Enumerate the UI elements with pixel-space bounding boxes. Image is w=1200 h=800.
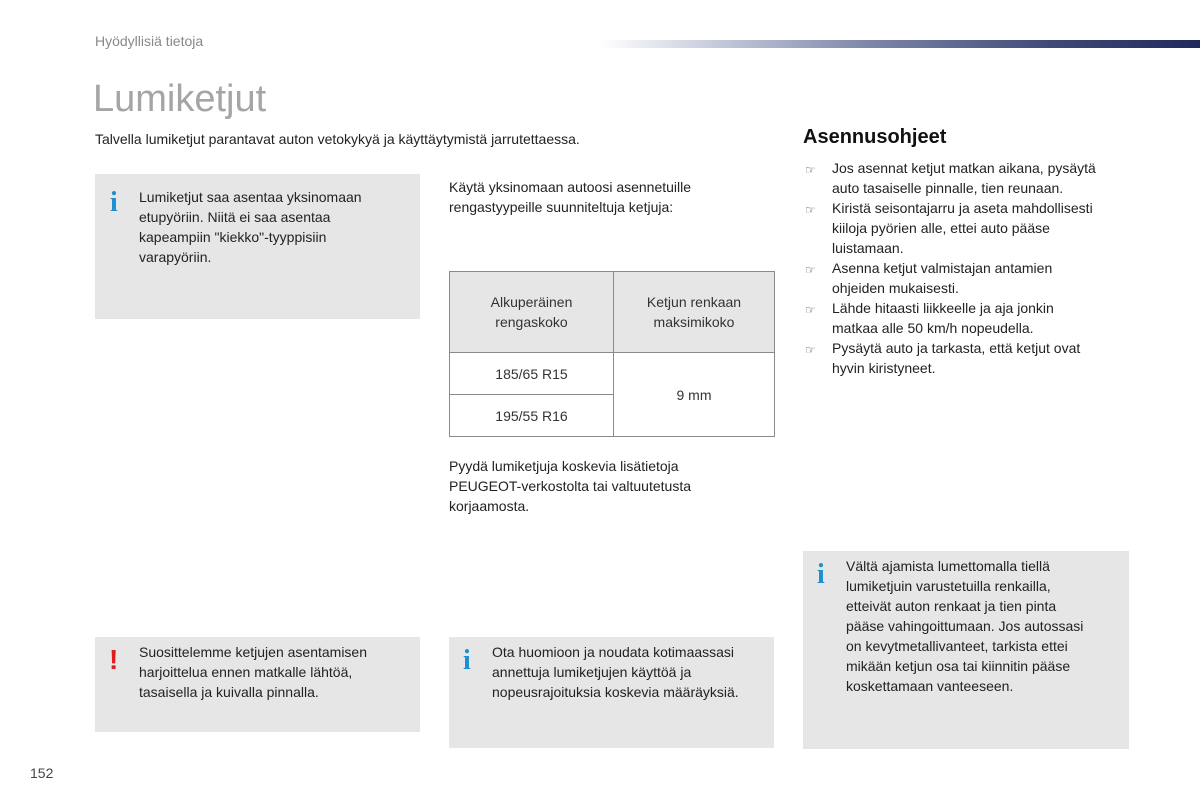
- info-icon: i: [817, 559, 825, 590]
- intro-text: Talvella lumiketjut parantavat auton vetokykyä ja käyttäytymistä jarrutettaessa.: [95, 131, 580, 147]
- header-line: Alkuperäinen: [490, 294, 573, 310]
- step-line: kiiloja pyörien alle, ettei auto pääse: [832, 220, 1050, 236]
- page-title: Lumiketjut: [93, 78, 267, 120]
- tire-chain-table: [449, 271, 775, 437]
- warning-box-practice: [95, 637, 420, 732]
- warning-line: Suosittelemme ketjujen asentamisen: [139, 644, 368, 660]
- info-box-line: koskettamaan vanteeseen.: [846, 678, 1014, 694]
- step-line: Jos asennat ketjut matkan aikana, pysäytä: [832, 160, 1096, 176]
- step-line: Lähde hitaasti liikkeelle ja aja jonkin: [832, 300, 1054, 316]
- info-box-text: [492, 642, 772, 702]
- step-line: Pysäytä auto ja tarkasta, että ketjut ovat: [832, 340, 1081, 356]
- info-box-alloy-wheels: [803, 551, 1129, 749]
- text-line: korjaamosta.: [449, 498, 530, 514]
- dealer-note: [449, 456, 769, 516]
- page-number: 152: [30, 765, 54, 781]
- installation-heading: Asennusohjeet: [803, 126, 947, 148]
- pointing-hand-icon: ☞: [805, 343, 816, 357]
- installation-steps: [803, 158, 1133, 378]
- pointing-hand-icon: ☞: [805, 203, 816, 217]
- info-box-line: kapeampiin "kiekko"-tyyppisiin: [139, 229, 327, 245]
- step-line: luistamaan.: [832, 240, 904, 256]
- info-box-line: Lumiketjut saa asentaa yksinomaan: [139, 189, 362, 205]
- list-item: [803, 258, 1133, 298]
- info-box-line: lumiketjuin varustetuilla renkailla,: [846, 578, 1051, 594]
- text-line: PEUGEOT-verkostolta tai valtuutetusta: [449, 478, 691, 494]
- chain-usage-text: [449, 177, 769, 217]
- warning-icon: !: [109, 644, 119, 675]
- info-icon: i: [463, 645, 471, 676]
- step-line: Kiristä seisontajarru ja aseta mahdollisesti: [832, 200, 1093, 216]
- info-box-regulations: [449, 637, 774, 748]
- info-box-line: pääse vahingoittumaan. Jos autossasi: [846, 618, 1084, 634]
- step-line: ohjeiden mukaisesti.: [832, 280, 959, 296]
- max-chain-cell: 9 mm: [614, 353, 775, 437]
- table-header-row: [450, 272, 775, 353]
- info-box-line: Vältä ajamista lumettomalla tiellä: [846, 558, 1050, 574]
- info-box-text: [139, 187, 409, 267]
- header-line: rengaskoko: [495, 314, 568, 330]
- tire-size-cell: 185/65 R15: [450, 353, 614, 395]
- info-box-line: annettuja lumiketjujen käyttöä ja: [492, 664, 692, 680]
- text-line: Pyydä lumiketjuja koskevia lisätietoja: [449, 458, 679, 474]
- header-max-chain: [614, 272, 775, 353]
- step-line: auto tasaiselle pinnalle, tien reunaan.: [832, 180, 1064, 196]
- info-box-line: nopeusrajoituksia koskevia määräyksiä.: [492, 684, 739, 700]
- step-line: Asenna ketjut valmistajan antamien: [832, 260, 1053, 276]
- info-box-line: varapyöriin.: [139, 249, 212, 265]
- info-icon: i: [110, 187, 118, 218]
- table-row: [450, 353, 775, 395]
- header-tire-size: [450, 272, 614, 353]
- warning-line: tasaisella ja kuivalla pinnalla.: [139, 684, 319, 700]
- info-box-line: mikään ketjun osa tai kiinnitin pääse: [846, 658, 1071, 674]
- text-line: Käytä yksinomaan autoosi asennetuille: [449, 179, 692, 195]
- section-label: Hyödyllisiä tietoja: [95, 33, 204, 49]
- pointing-hand-icon: ☞: [805, 163, 816, 177]
- step-line: matkaa alle 50 km/h nopeudella.: [832, 320, 1034, 336]
- warning-line: harjoittelua ennen matkalle lähtöä,: [139, 664, 353, 680]
- info-box-chains-front: [95, 174, 420, 319]
- pointing-hand-icon: ☞: [805, 303, 816, 317]
- warning-box-text: [139, 642, 414, 702]
- header-line: Ketjun renkaan: [646, 294, 742, 310]
- info-box-line: etupyöriin. Niitä ei saa asentaa: [139, 209, 331, 225]
- list-item: [803, 338, 1133, 378]
- header-line: maksimikoko: [653, 314, 735, 330]
- info-box-line: etteivät auton renkaat ja tien pinta: [846, 598, 1057, 614]
- info-box-line: on kevytmetallivanteet, tarkista ettei: [846, 638, 1068, 654]
- list-item: [803, 298, 1133, 338]
- pointing-hand-icon: ☞: [805, 263, 816, 277]
- info-box-line: Ota huomioon ja noudata kotimaassasi: [492, 644, 735, 660]
- list-item: [803, 158, 1133, 198]
- step-line: hyvin kiristyneet.: [832, 360, 936, 376]
- info-box-text: [846, 556, 1126, 696]
- tire-size-cell: 195/55 R16: [450, 395, 614, 437]
- text-line: rengastyypeille suunniteltuja ketjuja:: [449, 199, 674, 215]
- header-bar: [600, 40, 1200, 48]
- list-item: [803, 198, 1133, 258]
